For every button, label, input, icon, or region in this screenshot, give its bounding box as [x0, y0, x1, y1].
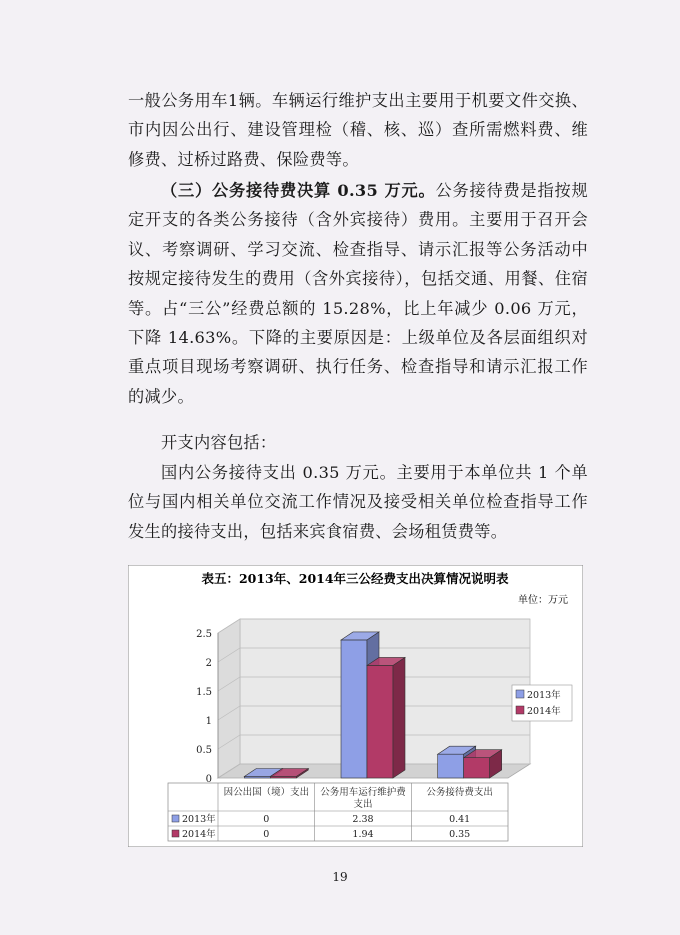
paragraph-domestic-reception: 国内公务接待支出 0.35 万元。主要用于本单位共 1 个单位与国内相关单位交流工作情况及接受相关单位检查指导工作发生的接待支出，包括来宾食宿费、会场租赁费等。 [128, 463, 588, 541]
data-table-category: 公务用车运行维护费 [320, 787, 406, 798]
bar-2013年-1 [341, 640, 367, 778]
data-table-swatch-0 [172, 815, 179, 822]
data-table-series-label-0: 2013年 [182, 814, 216, 825]
data-table-series-label-1: 2014年 [182, 829, 216, 840]
y-tick-label: 2.5 [196, 629, 212, 640]
paragraph-vehicle-maintenance: 一般公务用车1辆。车辆运行维护支出主要用于机要文件交换、市内因公出行、建设管理检（稽、核、巡）查所需燃料费、维修费、过桥过路费、保险费等。 [128, 91, 588, 169]
bar-side-2014年-1 [393, 657, 405, 778]
chart-unit-label: 单位：万元 [518, 595, 568, 606]
y-tick-label: 1.5 [196, 687, 212, 698]
chart-title: 表五：2013年、2014年三公经费支出决算情况说明表 [201, 571, 509, 586]
data-table-value: 0 [263, 814, 270, 825]
paragraph-reception-expense [128, 176, 588, 411]
section-heading-reception: （三）公务接待费决算 0.35 万元。 [161, 181, 436, 200]
data-table-value: 0 [263, 829, 270, 840]
data-table-swatch-1 [172, 830, 179, 837]
legend-swatch-0 [516, 690, 524, 698]
bar-2014年-2 [464, 758, 490, 778]
legend-label-1: 2014年 [527, 706, 561, 717]
legend-swatch-1 [516, 706, 524, 714]
chart-side-wall [218, 619, 240, 778]
paragraph-reception-body: 公务接待费是指按规定开支的各类公务接待（含外宾接待）费用。主要用于召开会议、考察调研、学习交流、检查指导、请示汇报等公务活动中按规定接待发生的费用（含外宾接待），包括交通、用餐、住宿等。占“三公”经费总额的 15.28%，比上年减少 0.06 万元，下降 14.63%。下降的主要原因是：上级单位及各层面组织对重点项目现场考察调研、执行任务、检查指导和请示汇报工作的减少。 [128, 181, 588, 406]
y-tick-label: 0 [205, 774, 212, 785]
expense-chart [128, 565, 583, 847]
data-table-category: 公务接待费支出 [426, 787, 493, 798]
bar-2013年-2 [438, 754, 464, 778]
data-table-category: 因公出国（境）支出 [223, 787, 310, 798]
bar-2014年-1 [367, 665, 393, 778]
page-number: 19 [332, 870, 348, 884]
data-table-value: 1.94 [352, 829, 374, 840]
paragraph-expense-content-label: 开支内容包括： [161, 433, 277, 452]
y-tick-label: 1 [205, 716, 212, 727]
data-table-value: 0.41 [449, 814, 471, 825]
y-tick-label: 2 [205, 658, 212, 669]
data-table-value: 2.38 [352, 814, 374, 825]
legend-label-0: 2013年 [527, 690, 561, 701]
data-table-category-cont: 支出 [353, 799, 373, 810]
data-table-value: 0.35 [449, 829, 471, 840]
y-tick-label: 0.5 [196, 745, 212, 756]
